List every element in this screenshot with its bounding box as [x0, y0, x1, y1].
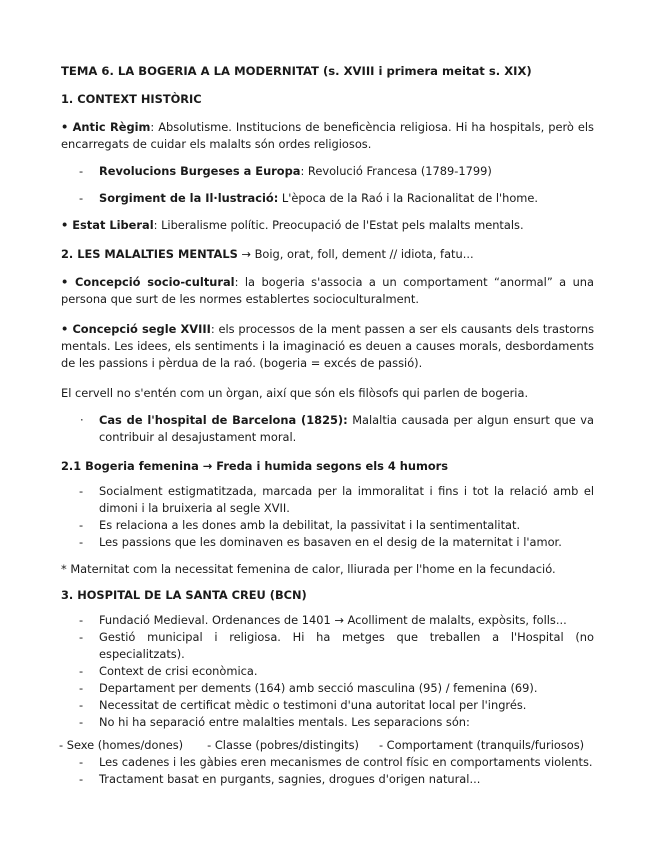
antic-regim-paragraph: [61, 119, 594, 153]
antic-regim-label: • Antic Règim: [61, 120, 151, 134]
list-item: - Necessitat de certificat mèdic o testimoni d'una autoritat local per l'ingrés.: [99, 697, 594, 714]
separation-comportament: - Comportament (tranquils/furiosos): [378, 738, 585, 752]
separation-classe: - Classe (pobres/distingits): [207, 738, 359, 752]
list-item: - Fundació Medieval. Ordenances de 1401 → Acolliment de malalts, expòsits, folls...: [99, 612, 594, 629]
section-2-heading-rest: → Boig, orat, foll, dement // idiota, fatu...: [237, 247, 474, 261]
list-item: [99, 190, 594, 207]
document-page: [61, 64, 594, 801]
separations-row: [59, 737, 594, 754]
list-item: - Departament per dements (164) amb secció masculina (95) / femenina (69).: [99, 680, 594, 697]
list-item-label: Sorgiment de la Il·lustració:: [99, 191, 279, 205]
list-item: [99, 163, 594, 180]
cas-list: [61, 412, 594, 446]
section-2-heading: [61, 247, 594, 261]
list-item-text: : Revolució Francesa (1789-1799): [300, 164, 492, 178]
document-title: TEMA 6. LA BOGERIA A LA MODERNITAT (s. XVIII i primera meitat s. XIX): [61, 64, 532, 78]
list-item: - Context de crisi econòmica.: [99, 663, 594, 680]
estat-liberal-paragraph: [61, 217, 594, 234]
concepcio-segle-label: • Concepció segle XVIII: [61, 322, 211, 336]
list-item: - No hi ha separació entre malalties mentals. Les separacions són:: [99, 714, 594, 731]
estat-liberal-text: : Liberalisme polític. Preocupació de l'Estat pels malalts mentals.: [153, 218, 524, 232]
list-item-text: L'època de la Raó i la Racionalitat de l'home.: [278, 191, 539, 205]
hospital-list-2: [61, 754, 594, 788]
section-2-1-heading: 2.1 Bogeria femenina → Freda i humida segons els 4 humors: [61, 459, 449, 473]
list-item: - Gestió municipal i religiosa. Hi ha metges que treballen a l'Hospital (no especialitzats).: [99, 629, 594, 663]
section-2-heading-bold: 2. LES MALALTIES MENTALS: [61, 247, 238, 261]
concepcio-socio-text: : la bogeria s'associa a un comportament “anormal” a una persona que surt de les normes establertes socioculturalment.: [61, 275, 594, 306]
section-1-heading: 1. CONTEXT HISTÒRIC: [61, 92, 202, 106]
bogeria-femenina-list: [61, 483, 594, 551]
list-item: - Socialment estigmatitzada, marcada per la immoralitat i fins i tot la relació amb el dimoni i la bruixeria al segle XVII.: [99, 483, 594, 517]
hospital-list: [61, 612, 594, 731]
estat-liberal-label: • Estat Liberal: [61, 218, 154, 232]
maternitat-note: * Maternitat com la necessitat femenina de calor, lliurada per l'home en la fecundació.: [61, 562, 556, 576]
list-item-label: Revolucions Burgeses a Europa: [99, 164, 301, 178]
separation-sexe: - Sexe (homes/dones): [59, 738, 184, 752]
cas-label: Cas de l'hospital de Barcelona (1825):: [99, 413, 348, 427]
cervell-paragraph: El cervell no s'entén com un òrgan, així que són els filòsofs qui parlen de bogeria.: [61, 386, 529, 400]
cas-text: Malaltia causada per algun ensurt que va contribuir al desajustament moral.: [99, 413, 594, 444]
list-item: - Les passions que les dominaven es basaven en el desig de la maternitat i l'amor.: [99, 534, 594, 551]
section-3-heading: 3. HOSPITAL DE LA SANTA CREU (BCN): [61, 588, 307, 602]
context-list: [61, 163, 594, 207]
list-item: - Les cadenes i les gàbies eren mecanismes de control físic en comportaments violents.: [99, 754, 594, 771]
concepcio-socio-cultural-paragraph: [61, 274, 594, 308]
antic-regim-text: : Absolutisme. Institucions de beneficència religiosa. Hi ha hospitals, però els encarregats de cuidar els malalts són ordes religiosos.: [61, 120, 594, 151]
list-item: - Tractament basat en purgants, sagnies, drogues d'origen natural...: [99, 771, 594, 788]
concepcio-segle-text: : els processos de la ment passen a ser els causants dels trastorns mentals. Les idees, els sentiments i la imaginació es deuen a causes morals, desbordaments de les passions i pèrdua de la raó. (bogeria = excés de passió).: [61, 322, 595, 370]
list-item: [99, 412, 594, 446]
concepcio-segle-paragraph: [61, 321, 594, 372]
concepcio-socio-label: • Concepció socio-cultural: [61, 275, 235, 289]
list-item: - Es relaciona a les dones amb la debilitat, la passivitat i la sentimentalitat.: [99, 517, 594, 534]
